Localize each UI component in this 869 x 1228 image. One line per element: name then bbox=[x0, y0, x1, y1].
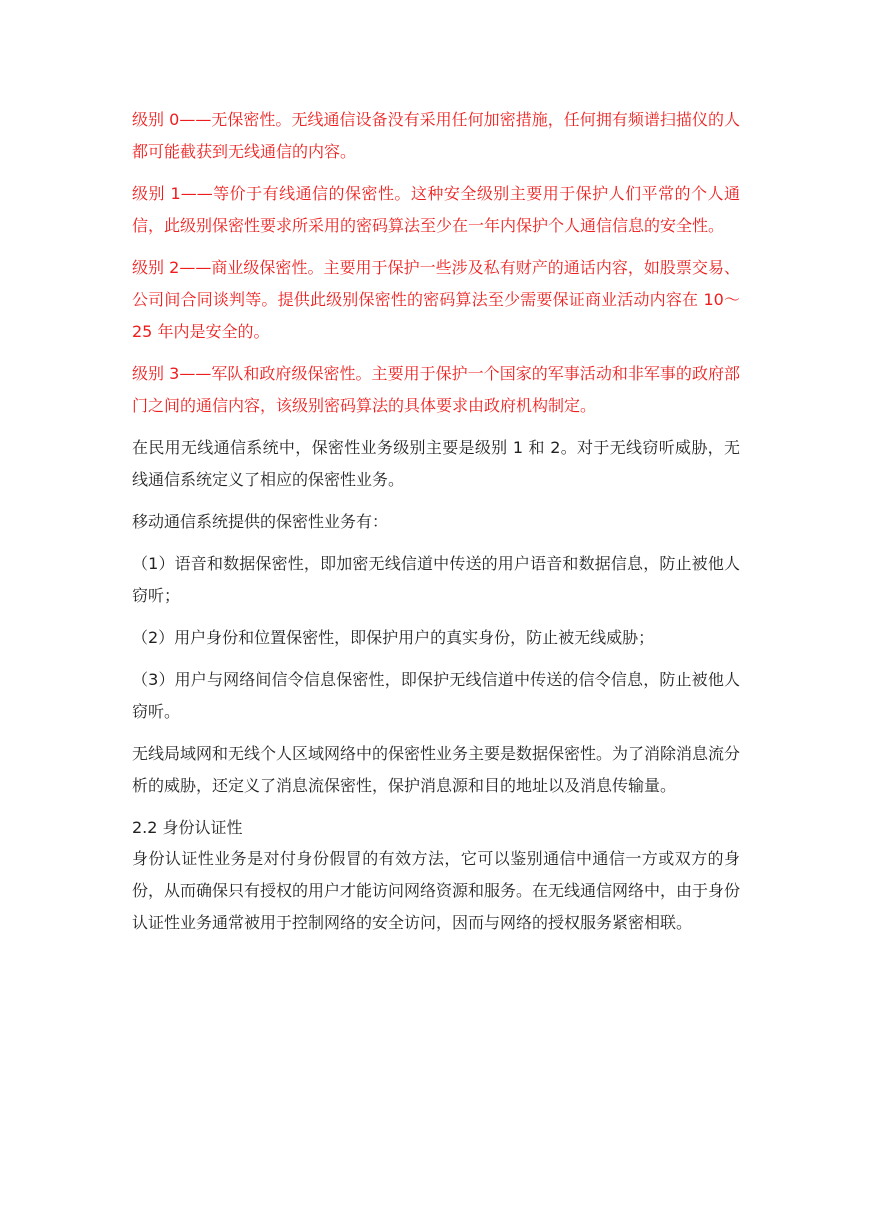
authentication-paragraph: 身份认证性业务是对付身份假冒的有效方法，它可以鉴别通信中通信一方或双方的身份，从而确保只有授权的用户才能访问网络资源和服务。在无线通信网络中，由于身份认证性业务通常被用于控制网络的安全访问，因而与网络的授权服务紧密相联。 bbox=[132, 849, 741, 932]
level-3-paragraph: 级别 3——军队和政府级保密性。主要用于保护一个国家的军事活动和非军事的政府部门之间的通信内容，该级别密码算法的具体要求由政府机构制定。 bbox=[132, 364, 740, 415]
document-page bbox=[132, 104, 740, 939]
wlan-paragraph: 无线局域网和无线个人区域网络中的保密性业务主要是数据保密性。为了消除消息流分析的威胁，还定义了消息流保密性，保护消息源和目的地址以及消息传输量。 bbox=[132, 744, 741, 795]
section-heading: 2.2 身份认证性 bbox=[132, 818, 243, 837]
mobile-item-3: （3）用户与网络间信令信息保密性，即保护无线信道中传送的信令信息，防止被他人窃听。 bbox=[132, 670, 740, 721]
civil-confidentiality-paragraph: 在民用无线通信系统中，保密性业务级别主要是级别 1 和 2。对于无线窃听威胁，无线通信系统定义了相应的保密性业务。 bbox=[132, 438, 740, 489]
mobile-item-1: （1）语音和数据保密性，即加密无线信道中传送的用户语音和数据信息，防止被他人窃听； bbox=[132, 554, 740, 605]
mobile-item-2: （2）用户身份和位置保密性，即保护用户的真实身份，防止被无线威胁； bbox=[132, 628, 655, 647]
level-0-paragraph: 级别 0——无保密性。无线通信设备没有采用任何加密措施，任何拥有频谱扫描仪的人都可能截获到无线通信的内容。 bbox=[132, 110, 740, 161]
level-2-paragraph: 级别 2——商业级保密性。主要用于保护一些涉及私有财产的通话内容，如股票交易、公司间合同谈判等。提供此级别保密性的密码算法至少需要保证商业活动内容在 10～25 年内是安全的。 bbox=[132, 258, 740, 341]
level-1-paragraph: 级别 1——等价于有线通信的保密性。这种安全级别主要用于保护人们平常的个人通信，此级别保密性要求所采用的密码算法至少在一年内保护个人通信信息的安全性。 bbox=[132, 184, 740, 235]
mobile-intro-paragraph: 移动通信系统提供的保密性业务有： bbox=[132, 512, 389, 531]
